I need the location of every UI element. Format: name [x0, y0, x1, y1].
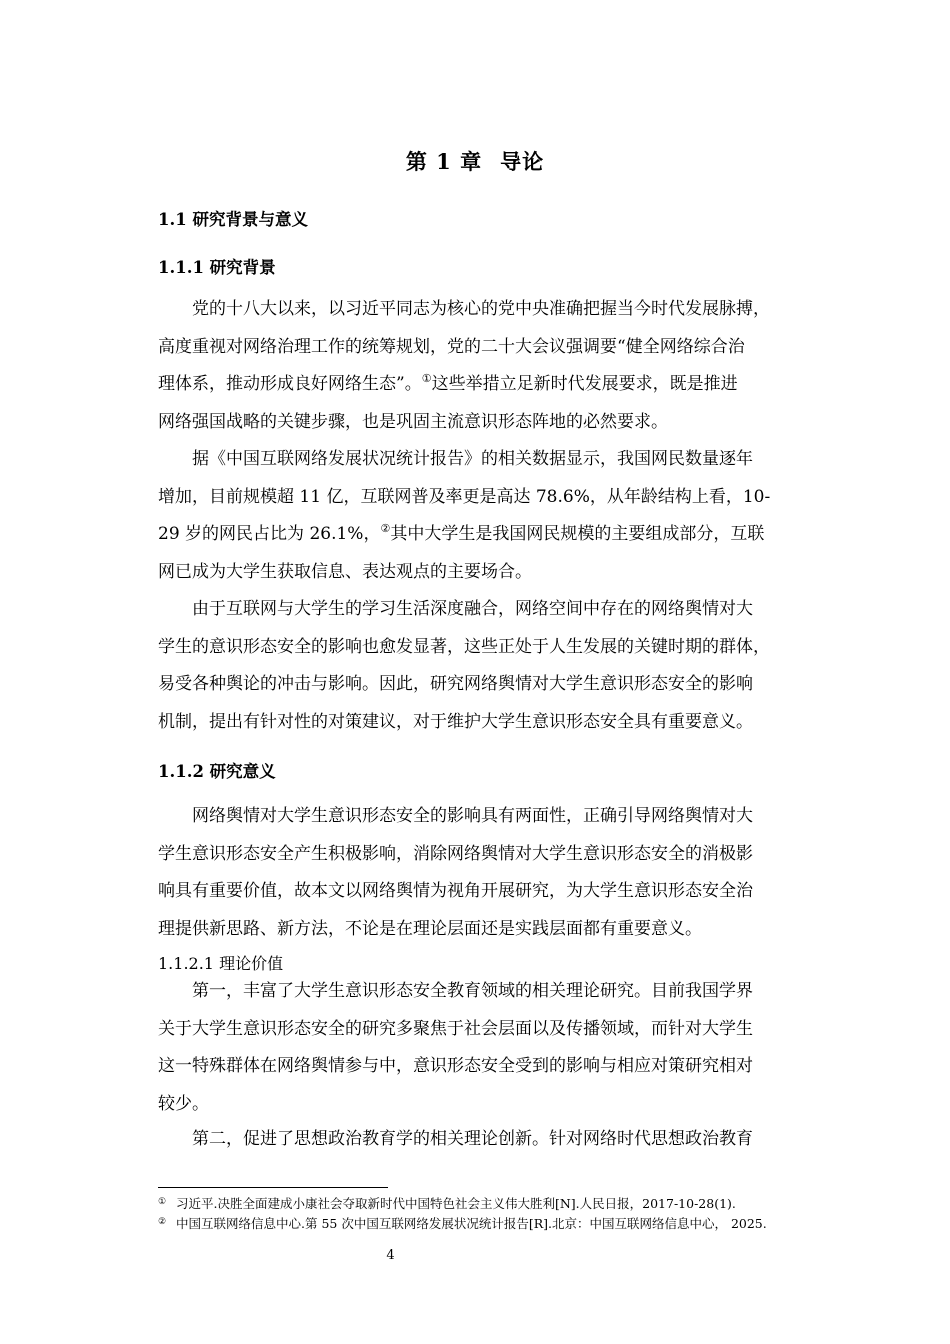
footnote-text: 习近平.决胜全面建成小康社会夺取新时代中国特色社会主义伟大胜利[N].人民日报，2017-10-28(1). — [176, 1196, 736, 1211]
page-number-text: 4 — [386, 1248, 395, 1263]
footnote-mark: ① — [158, 1197, 167, 1207]
footnote-2 — [158, 1213, 858, 1233]
text-line: 较少。 — [158, 1093, 209, 1114]
chapter-title — [0, 146, 950, 176]
text-line: 理体系，推动形成良好网络生态”。①这些举措立足新时代发展要求，既是推进 — [158, 372, 738, 394]
text-line: 网已成为大学生获取信息、表达观点的主要场合。 — [158, 561, 532, 582]
text-line: 学生的意识形态安全的影响也愈发显著，这些正处于人生发展的关键时期的群体， — [158, 636, 770, 657]
footnotes — [158, 1193, 858, 1233]
page-number — [0, 1248, 781, 1263]
text-line: 网络强国战略的关键步骤，也是巩固主流意识形态阵地的必然要求。 — [158, 411, 668, 432]
text-line: 增加，目前规模超 11 亿，互联网普及率更是高达 78.6%，从年龄结构上看，10- — [158, 486, 771, 507]
paragraph-significance — [158, 798, 834, 948]
text-line: 理提供新思路、新方法，不论是在理论层面还是实践层面都有重要意义。 — [158, 918, 702, 939]
paragraph-theory-2 — [158, 1121, 834, 1159]
text-line: 响具有重要价值，故本文以网络舆情为视角开展研究，为大学生意识形态安全治 — [158, 881, 753, 901]
text-line: 高度重视对网络治理工作的统筹规划，党的二十大会议强调要“健全网络综合治 — [158, 336, 745, 357]
text-line: 关于大学生意识形态安全的研究多聚焦于社会层面以及传播领域，而针对大学生 — [158, 1018, 753, 1039]
text-line: 党的十八大以来，以习近平同志为核心的党中央准确把握当今时代发展脉搏， — [192, 299, 770, 319]
text-line: 由于互联网与大学生的学习生活深度融合，网络空间中存在的网络舆情对大 — [192, 599, 753, 619]
section-heading-1-1-2-1: 1.1.2.1 理论价值 — [158, 954, 284, 973]
footnote-1 — [158, 1193, 858, 1213]
text-line: 29 岁的网民占比为 26.1%，②其中大学生是我国网民规模的主要组成部分，互联 — [158, 522, 765, 544]
text-line: 这一特殊群体在网络舆情参与中，意识形态安全受到的影响与相应对策研究相对 — [158, 1056, 753, 1076]
chapter-title-text: 导论 — [500, 149, 545, 174]
footnote-ref-2[interactable]: ② — [380, 522, 391, 535]
text-line: 第二，促进了思想政治教育学的相关理论创新。针对网络时代思想政治教育 — [192, 1129, 753, 1149]
paragraph-background-2 — [158, 441, 834, 591]
footnote-text: 中国互联网络信息中心.第 55 次中国互联网络发展状况统计报告[R].北京：中国互联网络信息中心， 2025. — [176, 1216, 767, 1231]
text-line: 机制，提出有针对性的对策建议，对于维护大学生意识形态安全具有重要意义。 — [158, 711, 753, 732]
text-line: 易受各种舆论的冲击与影响。因此，研究网络舆情对大学生意识形态安全的影响 — [158, 674, 753, 694]
text-line: 第一，丰富了大学生意识形态安全教育领域的相关理论研究。目前我国学界 — [192, 981, 753, 1001]
footnote-mark: ② — [158, 1217, 167, 1227]
chapter-number: 第 1 章 — [405, 149, 483, 174]
text-line: 据《中国互联网络发展状况统计报告》的相关数据显示，我国网民数量逐年 — [192, 449, 753, 469]
text-line: 网络舆情对大学生意识形态安全的影响具有两面性，正确引导网络舆情对大 — [192, 806, 753, 826]
section-heading-1-1-1: 1.1.1 研究背景 — [158, 258, 276, 277]
paragraph-background-3 — [158, 591, 834, 741]
paragraph-theory-1 — [158, 973, 834, 1123]
footnote-ref-1[interactable]: ① — [421, 372, 432, 385]
text-line: 学生意识形态安全产生积极影响，消除网络舆情对大学生意识形态安全的消极影 — [158, 843, 753, 864]
footnote-separator — [158, 1187, 388, 1188]
paragraph-background-1 — [158, 291, 834, 441]
section-heading-1-1-2: 1.1.2 研究意义 — [158, 762, 276, 781]
section-heading-1-1: 1.1 研究背景与意义 — [158, 210, 308, 229]
